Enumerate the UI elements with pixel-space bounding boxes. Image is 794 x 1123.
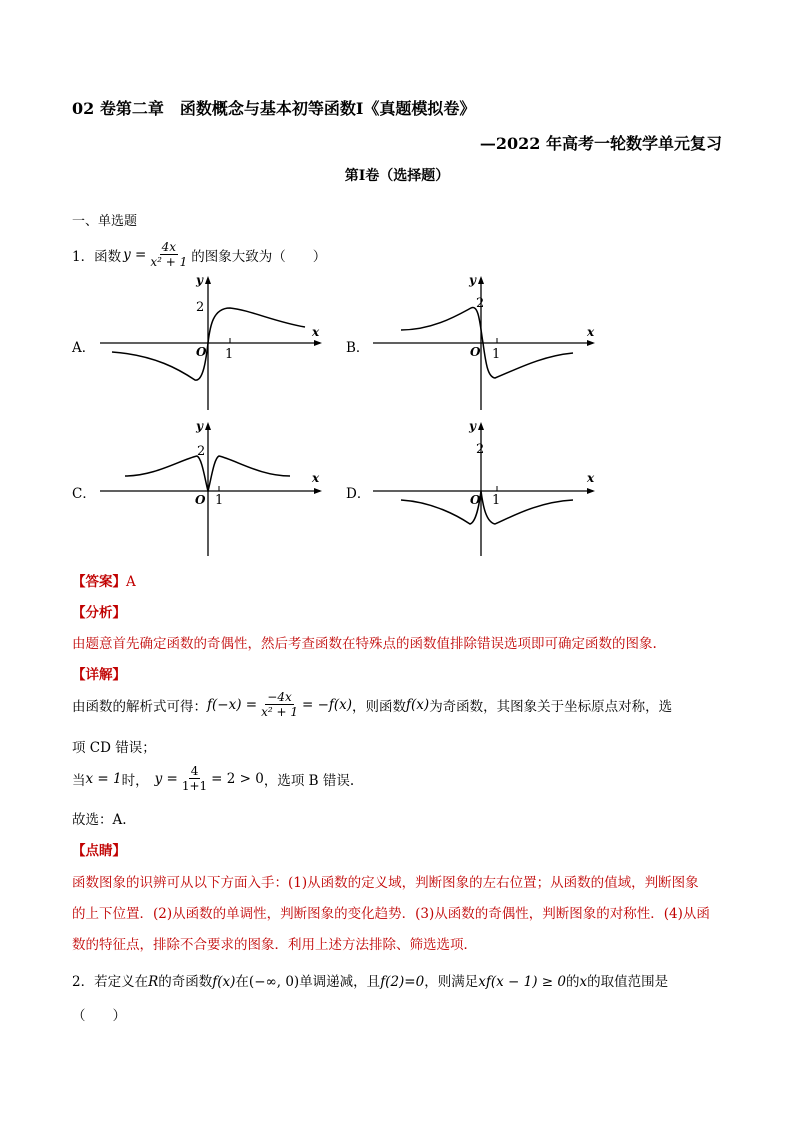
q2-g: 的取值范围是 xyxy=(587,974,669,990)
detail-fx: f(x) xyxy=(406,696,430,713)
y-axis-arrow xyxy=(205,276,211,284)
x-label: x xyxy=(312,471,320,485)
q2-x: x xyxy=(579,974,588,990)
x-label: x xyxy=(587,325,595,339)
origin-label: O xyxy=(196,345,207,359)
comment-line-3: 数的特征点，排除不合要求的图象．利用上述方法排除、筛选选项． xyxy=(72,937,477,953)
x-label: x xyxy=(312,325,320,339)
detail-expr-right: = −f(x) xyxy=(301,696,353,713)
answer-label: 【答案】 xyxy=(72,574,126,590)
tick-one-label: 1 xyxy=(492,493,501,508)
y-label: y xyxy=(196,419,203,433)
fraction-denominator: x² + 1 xyxy=(150,255,188,269)
fraction-denominator: 1+1 xyxy=(181,779,208,793)
q2-f2: f(2)=0 xyxy=(380,974,425,990)
tick-two-label: 2 xyxy=(476,296,485,311)
tick-one-label: 1 xyxy=(215,493,224,508)
fraction-numerator: 4x xyxy=(161,240,176,254)
detail-line-3-b: 时， xyxy=(121,772,149,789)
x-axis-arrow xyxy=(314,340,322,346)
x-axis-arrow xyxy=(587,488,595,494)
graph-option-d xyxy=(373,418,603,563)
tick-one-label: 1 xyxy=(225,347,234,362)
option-b-label[interactable]: B． xyxy=(346,340,370,356)
origin-label: O xyxy=(470,345,481,359)
question-1-lhs: y = xyxy=(123,246,147,263)
detail-cond: x = 1 xyxy=(85,770,122,787)
page-title: 02 卷第二章 函数概念与基本初等函数Ⅰ《真题模拟卷》 xyxy=(72,99,476,118)
q2-e: ，则满足 xyxy=(424,974,479,990)
detail-expr-left: f(−x) = xyxy=(207,696,258,713)
detail-line-2: 项 CD 错误； xyxy=(72,740,156,756)
y-label: y xyxy=(469,419,476,433)
fraction-denominator: x² + 1 xyxy=(261,705,298,719)
graph-option-b xyxy=(373,270,603,415)
tick-two-label: 2 xyxy=(197,444,206,459)
q2-fx: f(x) xyxy=(212,974,236,990)
detail-line-4: 故选：A. xyxy=(72,812,127,828)
comment-line-1: 函数图象的识辨可从以下方面入手：(1)从函数的定义域，判断图象的左右位置；从函数的值域，判断图象 xyxy=(72,875,699,891)
origin-label: O xyxy=(470,493,481,507)
q2-a: 2．若定义在 xyxy=(72,974,149,990)
x-label: x xyxy=(587,471,595,485)
detail-line-1-c: 为奇函数，其图象关于坐标原点对称，选 xyxy=(429,698,673,715)
q2-f: 的 xyxy=(565,974,580,990)
question-1-fraction xyxy=(148,240,189,269)
y-axis-arrow xyxy=(478,276,484,284)
detail-y: y = xyxy=(154,770,178,787)
detail-label: 【详解】 xyxy=(72,667,126,683)
curve xyxy=(401,491,573,524)
detail-line-3 xyxy=(72,764,354,793)
graph-option-a xyxy=(100,270,330,415)
detail-line-1 xyxy=(72,690,672,719)
option-c-label[interactable]: C． xyxy=(72,486,96,502)
page-subtitle: —2022 年高考一轮数学单元复习 xyxy=(479,134,722,153)
detail-line-1-b: ，则函数 xyxy=(352,698,407,715)
y-axis-arrow xyxy=(205,422,211,430)
detail-result: = 2 > 0 xyxy=(211,770,264,787)
detail-line-1-a: 由函数的解析式可得： xyxy=(72,698,207,715)
tick-two-label: 2 xyxy=(196,300,205,315)
question-1-tail: 的图象大致为（ ） xyxy=(191,248,327,265)
y-label: y xyxy=(196,273,203,287)
tick-two-label: 2 xyxy=(476,442,485,457)
answer-value: A xyxy=(126,574,136,590)
tick-one-label: 1 xyxy=(492,347,501,362)
detail-line-3-a: 当 xyxy=(72,772,86,789)
analysis-text: 由题意首先确定函数的奇偶性，然后考查函数在特殊点的函数值排除错误选项即可确定函数的图象. xyxy=(72,636,657,652)
detail-fraction xyxy=(259,690,300,719)
x-axis-arrow xyxy=(314,488,322,494)
option-a-label[interactable]: A． xyxy=(72,340,96,356)
question-2-brackets: （ ） xyxy=(72,1008,126,1024)
comment-label: 【点睛】 xyxy=(72,843,126,859)
fraction-numerator: 4 xyxy=(190,764,199,778)
detail-line-3-c: ，选项 B 错误. xyxy=(263,772,355,789)
q2-d: 单调递减，且 xyxy=(299,974,381,990)
fraction-numerator: −4x xyxy=(267,690,292,704)
question-1-number: 1．函数 xyxy=(72,248,122,265)
option-d-label[interactable]: D． xyxy=(346,486,371,502)
q2-R: R xyxy=(148,974,159,990)
q2-interval: (−∞, 0) xyxy=(248,974,300,990)
detail-fraction-2 xyxy=(180,764,209,793)
analysis-label: 【分析】 xyxy=(72,605,126,621)
section-heading: 一、单选题 xyxy=(72,214,138,229)
comment-line-2: 的上下位置．(2)从函数的单调性，判断图象的变化趋势．(3)从函数的奇偶性，判断图象的对称性．(4)从函 xyxy=(72,906,710,922)
y-axis-arrow xyxy=(478,422,484,430)
q2-ineq: xf(x − 1) ≥ 0 xyxy=(478,974,566,990)
origin-label: O xyxy=(195,493,206,507)
question-2-stem xyxy=(72,970,668,990)
volume-heading: 第Ⅰ卷（选择题） xyxy=(344,168,450,184)
answer-row xyxy=(72,570,136,590)
graph-option-c xyxy=(100,418,330,563)
q2-c: 在 xyxy=(235,974,249,990)
question-1-stem xyxy=(72,240,326,269)
q2-b: 的奇函数 xyxy=(158,974,213,990)
x-axis-arrow xyxy=(587,340,595,346)
y-label: y xyxy=(469,273,476,287)
